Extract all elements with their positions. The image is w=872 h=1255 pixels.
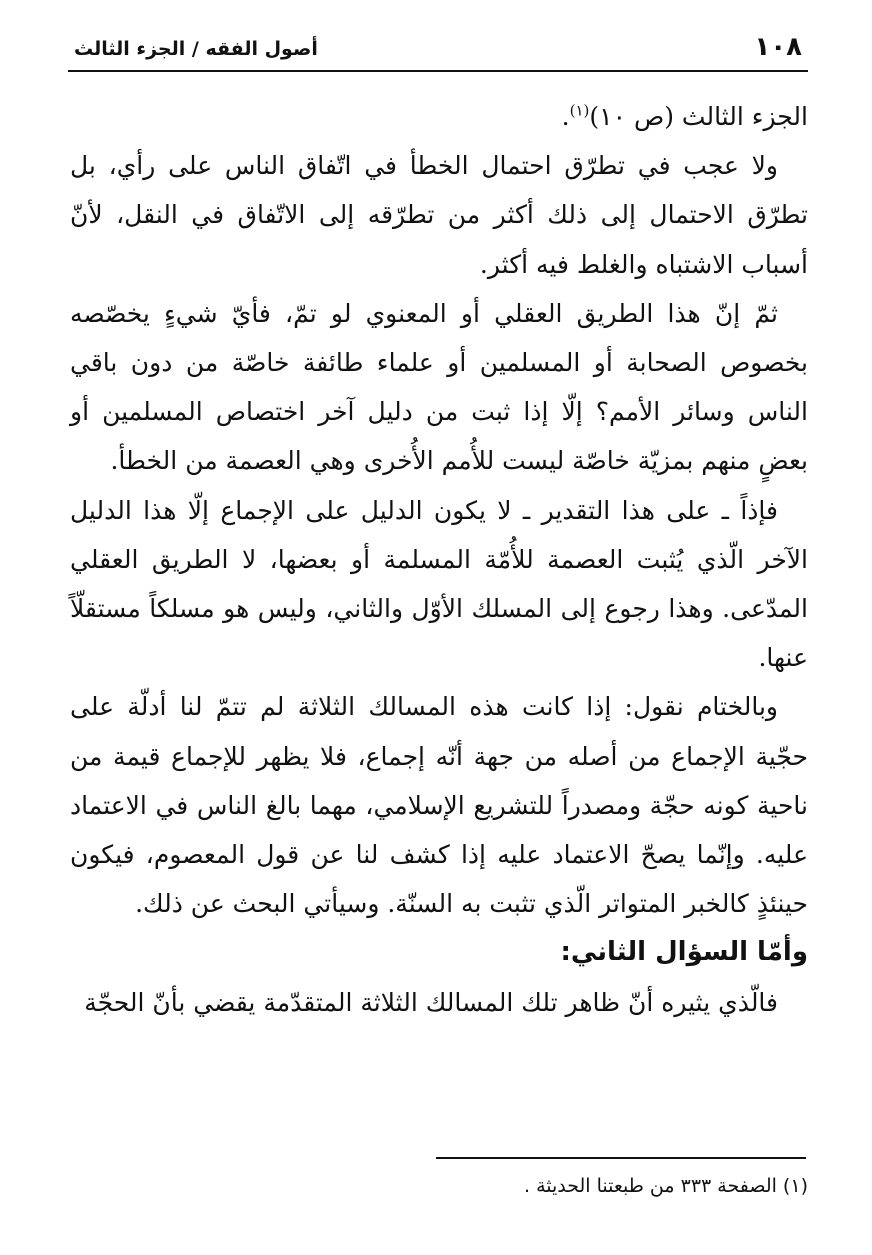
footnote: (١) الصفحة ٣٣٣ من طبعتنا الحديثة .: [523, 1175, 808, 1197]
section-subheading: وأمّا السؤال الثاني:: [560, 937, 808, 968]
main-text: [70, 92, 808, 1027]
footnote-reference: (١): [569, 101, 590, 120]
footnote-divider: [436, 1157, 806, 1159]
page-number: ١٠٨: [754, 32, 802, 62]
paragraph: ولا عجب في تطرّق احتمال الخطأ في اتّفاق الناس على رأي، بل تطرّق الاحتمال إلى ذلك أكثر من تطرّقه إلى الاتّفاق في النقل، لأنّ أسباب الاشتباه والغلط فيه أكثر.: [70, 151, 808, 279]
running-title: أصول الفقه / الجزء الثالث: [74, 38, 318, 60]
paragraph-end: .: [561, 102, 570, 131]
paragraph: وبالختام نقول: إذا كانت هذه المسالك الثلاثة لم تتمّ لنا أدلّة على حجّية الإجماع من أصله من جهة أنّه إجماع، فلا يظهر للإجماع قيمة من ناحية كونه حجّة ومصدراً للتشريع الإسلامي، مهما بالغ الناس في الاعتماد عليه. وإنّما يصحّ الاعتماد عليه إذا كشف لنا عن قول المعصوم، فيكون حينئذٍ كالخبر المتواتر الّذي تثبت به السنّة. وسيأتي البحث عن ذلك.: [70, 692, 808, 919]
page-header: [68, 28, 808, 72]
paragraph-continuation: [70, 92, 808, 141]
paragraph: فالّذي يثيره أنّ ظاهر تلك المسالك الثلاثة المتقدّمة يقضي بأنّ الحجّة: [84, 987, 778, 1017]
paragraph: ثمّ إنّ هذا الطريق العقلي أو المعنوي لو تمّ، فأيّ شيءٍ يخصّصه بخصوص الصحابة أو المسلمين أو علماء طائفة خاصّة من دون باقي الناس وسائر الأمم؟ إلّا إذا ثبت من دليل آخر اختصاص المسلمين أو بعضٍ منهم بمزيّة خاصّة ليست للأُمم الأُخرى وهي العصمة من الخطأ.: [70, 298, 808, 476]
paragraph: فإذاً ـ على هذا التقدير ـ لا يكون الدليل على الإجماع إلّا هذا الدليل الآخر الّذي يُثبت العصمة للأُمّة المسلمة أو بعضها، لا الطريق العقلي المدّعى. وهذا رجوع إلى المسلك الأوّل والثاني، وليس هو مسلكاً مستقلّاً عنها.: [70, 495, 808, 673]
paragraph-text: الجزء الثالث (ص ١٠): [589, 102, 808, 131]
